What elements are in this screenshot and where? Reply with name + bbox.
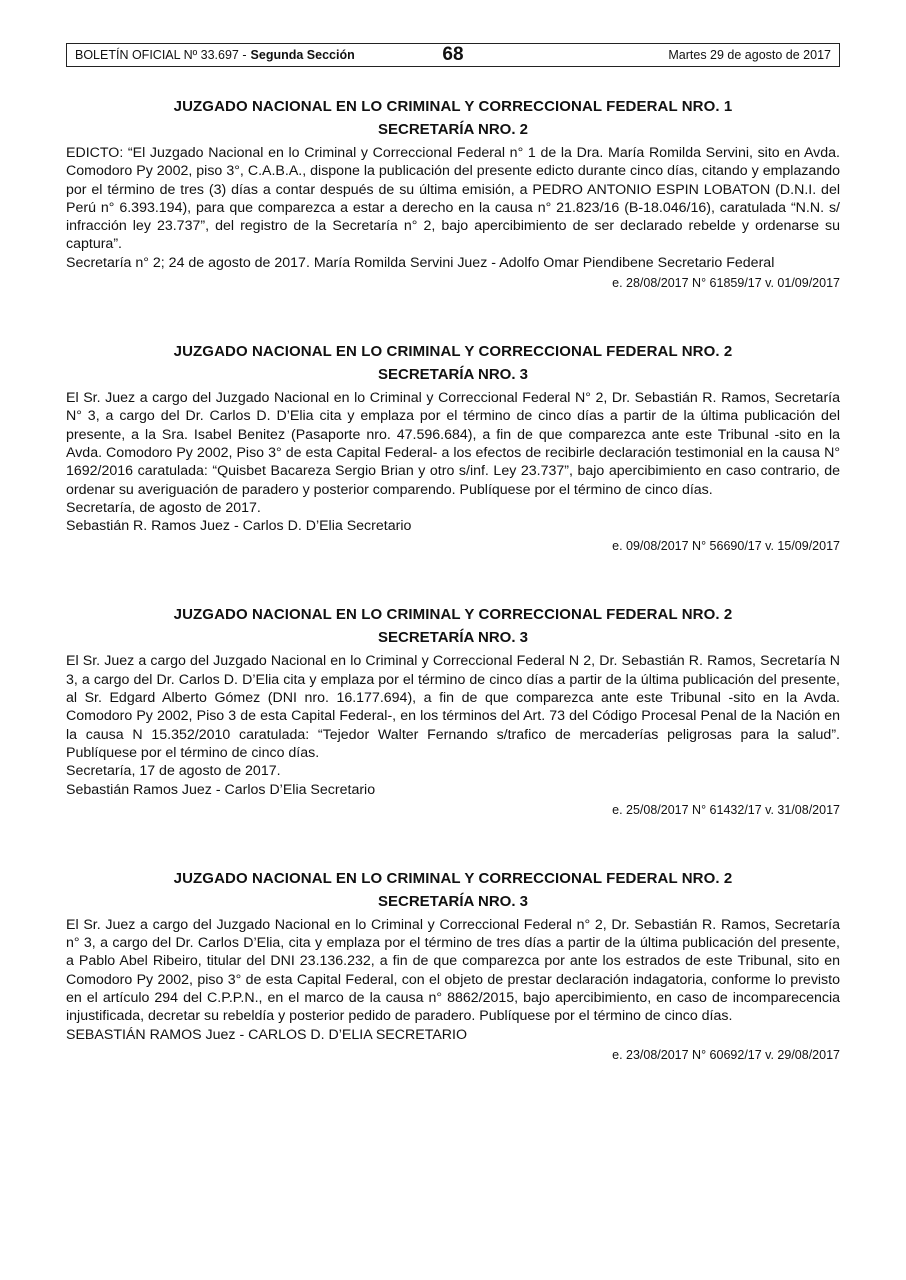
notice-2 [66, 340, 840, 555]
notice-body: El Sr. Juez a cargo del Juzgado Nacional en lo Criminal y Correccional Federal N 2, Dr. Sebastián R. Ramos, Secretaría N 3, a cargo del Dr. Carlos D. D’Elia cita y emplaza por el término de cinco días a partir de la última publicación del presente, al Sr. Edgard Alberto Gómez (DNI nro. 16.177.694), a fin de que comparezca ante este Tribunal -sito en la Avda. Comodoro Py 2002, Piso 3 de esta Capital Federal-, en los términos del Art. 73 del Código Procesal Penal de la Nación en la causa N 15.352/2010 caratulada: “Tejedor Walter Fernando s/trafico de mercaderías peligrosas para la salud”. Publíquese por el término de cinco días. [66, 653, 840, 761]
notice-reference: e. 28/08/2017 N° 61859/17 v. 01/09/2017 [612, 276, 840, 291]
notices-column [66, 95, 840, 1112]
section-name: Segunda Sección [250, 48, 355, 62]
notice-3 [66, 603, 840, 818]
notice-body: El Sr. Juez a cargo del Juzgado Nacional en lo Criminal y Correccional Federal n° 2, Dr. Sebastián R. Ramos, Secretaría n° 3, a cargo del Dr. Carlos D’Elia, cita y emplaza por el término de tres días a partir de la última publicación del presente, a Pablo Abel Ribeiro, titular del DNI 23.136.232, a fin de que comparezca por ante los estrados de este Tribunal, sito en Comodoro Py 2002, piso 3° de esta Capital Federal, con el objeto de prestar declaración indagatoria, conforme lo previsto en el artículo 294 del C.P.P.N., en el marco de la causa n° 8862/2015, bajo apercibimiento, en caso de incomparecencia injustificada, decretar su rebeldía y posterior pedido de paradero. Publíquese por el término de cinco días. [66, 916, 840, 1025]
notice-subtitle: SECRETARÍA NRO. 3 [377, 629, 528, 647]
notice-subtitle: SECRETARÍA NRO. 2 [377, 121, 528, 138]
notice-1 [66, 95, 840, 292]
notice-date-line: Secretaría, 17 de agosto de 2017. [66, 763, 281, 780]
header-left [75, 48, 355, 62]
notice-signature: Secretaría n° 2; 24 de agosto de 2017. María Romilda Servini Juez - Adolfo Omar Piendibene Secretario Federal [66, 254, 775, 271]
notice-signature: SEBASTIÁN RAMOS Juez - CARLOS D. D’ELIA SECRETARIO [66, 1026, 468, 1043]
page-number: 68 [442, 44, 464, 65]
notice-title: JUZGADO NACIONAL EN LO CRIMINAL Y CORRECCIONAL FEDERAL NRO. 1 [173, 98, 733, 115]
notice-signature: Sebastián Ramos Juez - Carlos D’Elia Secretario [66, 781, 376, 798]
notice-subtitle: SECRETARÍA NRO. 3 [377, 366, 528, 384]
notice-body: El Sr. Juez a cargo del Juzgado Nacional en lo Criminal y Correccional Federal N° 2, Dr. Sebastián R. Ramos, Secretaría N° 3, a cargo del Dr. Carlos D. D’Elia cita y emplaza por el término de cinco días a partir de la última publicación del presente, a la Sra. Isabel Benitez (Pasaporte nro. 47.596.684), a fin de que comparezca ante este Tribunal -sito en la Avda. Comodoro Py 2002, Piso 3° de esta Capital Federal- a los efectos de recibirle declaración testimonial en la causa N° 1692/2016 caratulada: “Quisbet Bacareza Sergio Brian y otro s/inf. Ley 23.737”, bajo apercibimiento en caso contrario, de ordenar su averiguación de paradero y posterior comparendo. Publíquese por el término de cinco días. [66, 390, 840, 498]
notice-signature: Sebastián R. Ramos Juez - Carlos D. D’Elia Secretario [66, 518, 412, 535]
notice-reference: e. 25/08/2017 N° 61432/17 v. 31/08/2017 [612, 802, 840, 817]
notice-title: JUZGADO NACIONAL EN LO CRIMINAL Y CORRECCIONAL FEDERAL NRO. 2 [173, 343, 733, 361]
notice-title: JUZGADO NACIONAL EN LO CRIMINAL Y CORRECCIONAL FEDERAL NRO. 2 [173, 869, 733, 887]
notice-date-line: Secretaría, de agosto de 2017. [66, 499, 261, 516]
notice-4 [66, 867, 840, 1064]
notice-title: JUZGADO NACIONAL EN LO CRIMINAL Y CORRECCIONAL FEDERAL NRO. 2 [173, 606, 733, 624]
notice-reference: e. 23/08/2017 N° 60692/17 v. 29/08/2017 [612, 1047, 840, 1062]
notice-reference: e. 09/08/2017 N° 56690/17 v. 15/09/2017 [612, 539, 840, 554]
notice-body: EDICTO: “El Juzgado Nacional en lo Criminal y Correccional Federal n° 1 de la Dra. María Romilda Servini, sito en Avda. Comodoro Py 2002, piso 3°, C.A.B.A., dispone la publicación del presente edicto durante cinco días, citando y emplazando por el término de tres (3) días a contar después de su última emisión, a PEDRO ANTONIO ESPIN LOBATON (D.N.I. del Perú n° 6.393.194), para que comparezca a estar a derecho en la causa n° 21.823/16 (B-18.046/16), caratulada “N.N. s/ infracción ley 23.737”, del registro de la Secretaría n° 2, bajo apercibimiento de ser declarado rebelde y ordenarse su captura”. [66, 145, 840, 253]
publication-date: Martes 29 de agosto de 2017 [668, 48, 831, 62]
publication-name: BOLETÍN OFICIAL Nº 33.697 - [75, 48, 247, 62]
notice-subtitle: SECRETARÍA NRO. 3 [377, 892, 528, 910]
page-header [66, 43, 840, 67]
